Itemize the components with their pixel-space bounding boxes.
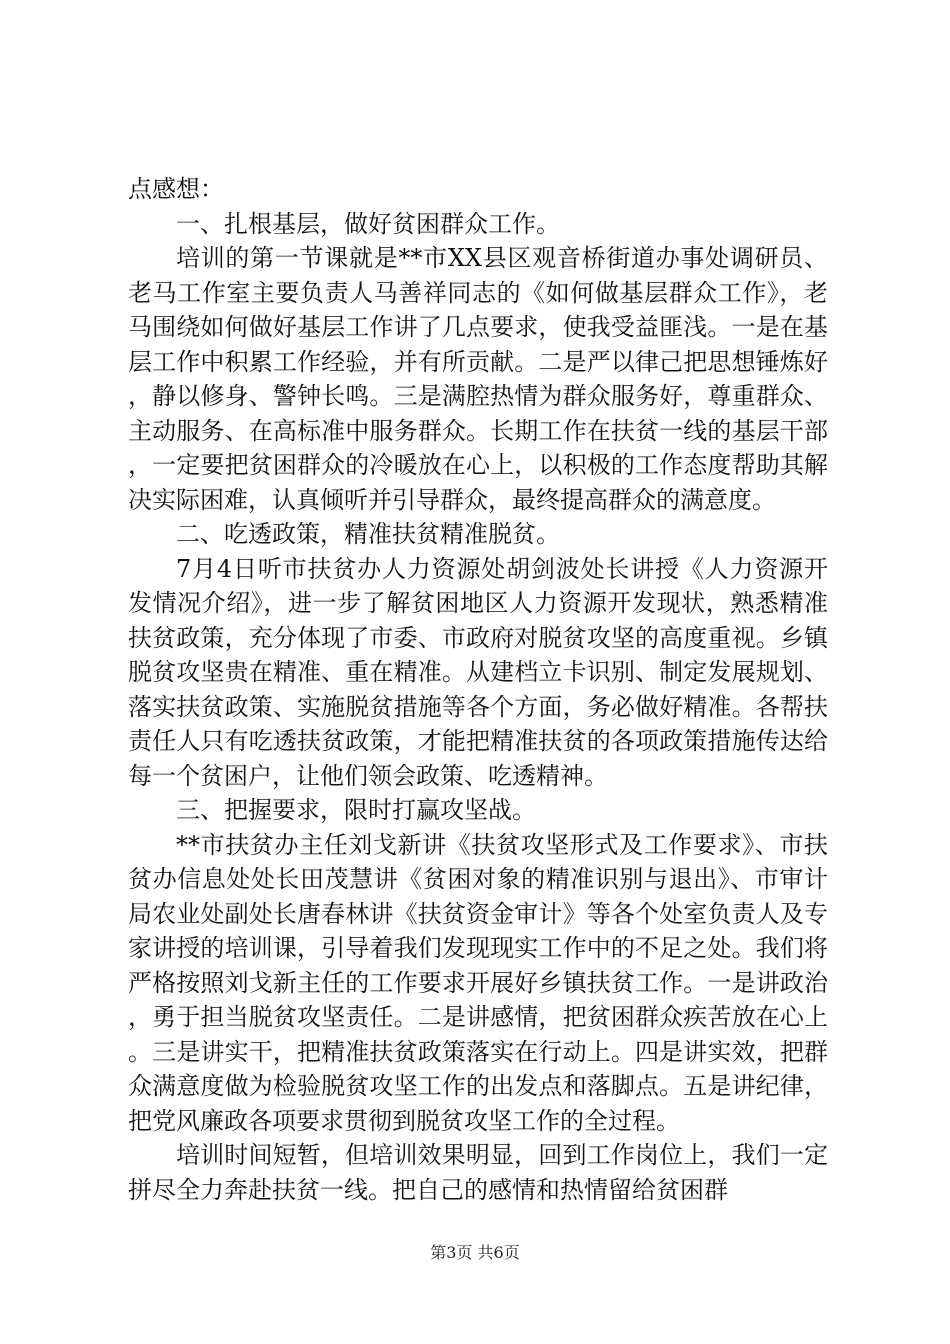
section-heading-1: 一、扎根基层，做好贫困群众工作。: [176, 209, 560, 238]
paragraph-grassroots: 培训的第一节课就是**市XX县区观音桥街道办事处调研员、老马工作室主要负责人马善祥同志的《如何做基层群众工作》，老马围绕如何做好基层工作讲了几点要求，使我受益匪浅。一是在基层工作中积累工作经验，并有所贡献。二是严以律己把思想锤炼好，静以修身、警钟长鸣。三是满腔热情为群众服务好，尊重群众、主动服务、在高标准中服务群众。长期工作在扶贫一线的基层干部，一定要把贫困群众的冷暖放在心上，以积极的工作态度帮助其解决实际困难，认真倾听并引导群众，最终提高群众的满意度。: [128, 244, 828, 514]
paragraph-conclusion: 培训时间短暂，但培训效果明显，回到工作岗位上，我们一定拼尽全力奔赴扶贫一线。把自己的感情和热情留给贫困群: [128, 1141, 828, 1204]
page-number-footer: 第3页 共6页: [430, 1243, 520, 1262]
section-heading-3: 三、把握要求，限时打赢攻坚战。: [176, 796, 536, 824]
paragraph-policy: 7月4日听市扶贫办人力资源处胡剑波处长讲授《人力资源开发情况介绍》，进一步了解贫困地区人力资源开发现状，熟悉精准扶贫政策，充分体现了市委、市政府对脱贫攻坚的高度重视。乡镇脱贫攻坚贵在精准、重在精准。从建档立卡识别、制定发展规划、落实扶贫政策、实施脱贫措施等各个方面，务必做好精准。各帮扶责任人只有吃透扶贫政策，才能把精准扶贫的各项政策措施传达给每一个贫困户，让他们领会政策、吃透精神。: [128, 554, 828, 790]
document-body: [128, 172, 828, 1207]
section-heading-2: 二、吃透政策，精准扶贫精准脱贫。: [176, 520, 560, 548]
paragraph-requirements: **市扶贫办主任刘戈新讲《扶贫攻坚形式及工作要求》、市扶贫办信息处处长田茂慧讲《贫困对象的精准识别与退出》、市审计局农业处副处长唐春林讲《扶贫资金审计》等各个处室负责人及专家讲授的培训课，引导着我们发现现实工作中的不足之处。我们将严格按照刘戈新主任的工作要求开展好乡镇扶贫工作。一是讲政治，勇于担当脱贫攻坚责任。二是讲感情，把贫困群众疾苦放在心上。三是讲实干，把精准扶贫政策落实在行动上。四是讲实效，把群众满意度做为检验脱贫攻坚工作的出发点和落脚点。五是讲纪律，把党风廉政各项要求贯彻到脱贫攻坚工作的全过程。: [128, 830, 828, 1135]
paragraph-continuation: 点感想：: [128, 175, 224, 203]
